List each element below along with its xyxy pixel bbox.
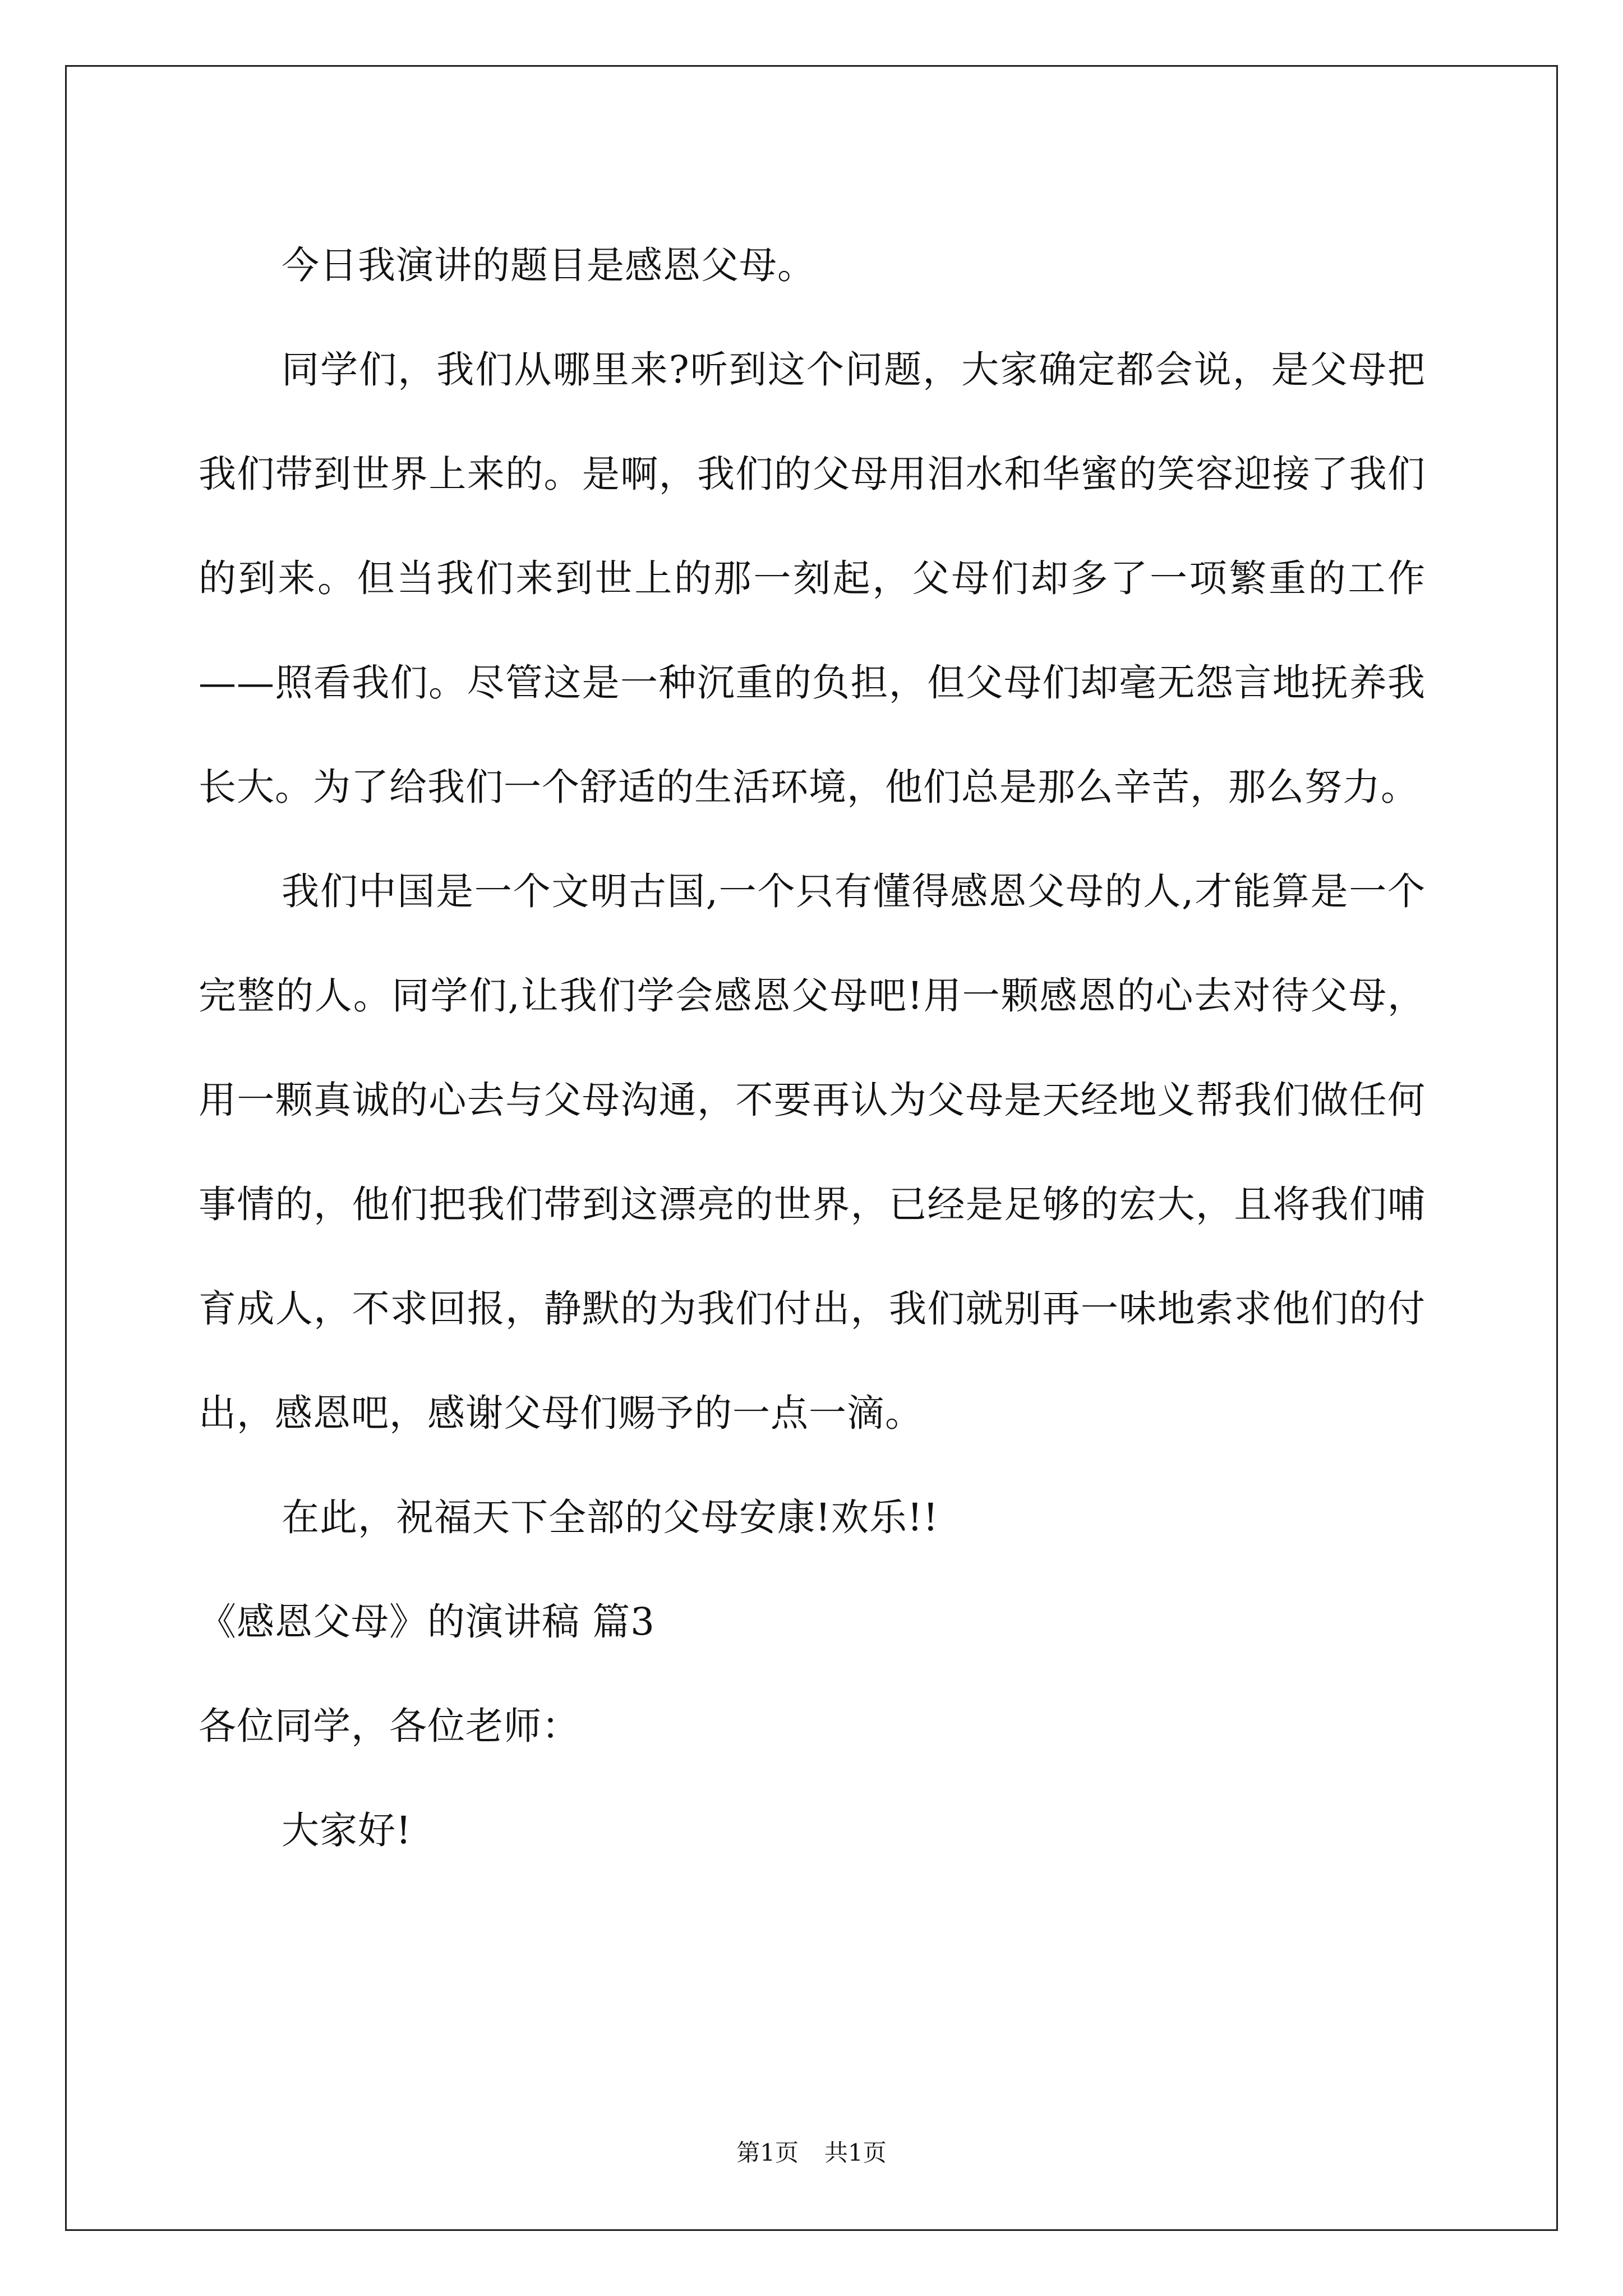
page-footer <box>0 2134 1623 2168</box>
salutation: 各位同学，各位老师： <box>199 1704 580 1748</box>
section-title: 《感恩父母》的演讲稿 篇3 <box>199 1600 655 1644</box>
page-number-current: 第1页 <box>736 2139 799 2166</box>
greeting: 大家好! <box>282 1809 412 1852</box>
paragraph-blessing: 在此，祝福天下全部的父母安康!欢乐!! <box>282 1496 939 1539</box>
paragraph-where-from: 同学们，我们从哪里来?听到这个问题，大家确定都会说，是父母把我们带到世界上来的。是啊，我们的父母用泪水和华蜜的笑容迎接了我们的到来。但当我们来到世上的那一刻起，父母们却多了一项繁重的工作——照看我们。尽管这是一种沉重的负担，但父母们却毫无怨言地抚养我长大。为了给我们一个舒适的生活环境，他们总是那么辛苦，那么努力。 <box>199 348 1426 809</box>
page-number-total: 共1页 <box>824 2139 887 2166</box>
paragraph-topic: 今日我演讲的题目是感恩父母。 <box>282 243 815 287</box>
paragraph-gratitude: 我们中国是一个文明古国,一个只有懂得感恩父母的人,才能算是一个完整的人。同学们,让我们学会感恩父母吧!用一颗感恩的心去对待父母，用一颗真诚的心去与父母沟通，不要再认为父母是天经地义帮我们做任何事情的，他们把我们带到这漂亮的世界，已经是足够的宏大，且将我们哺育成人，不求回报，静默的为我们付出，我们就别再一味地索求他们的付出，感恩吧，感谢父母们赐予的一点一滴。 <box>199 869 1426 1435</box>
document-body <box>199 213 1426 1883</box>
